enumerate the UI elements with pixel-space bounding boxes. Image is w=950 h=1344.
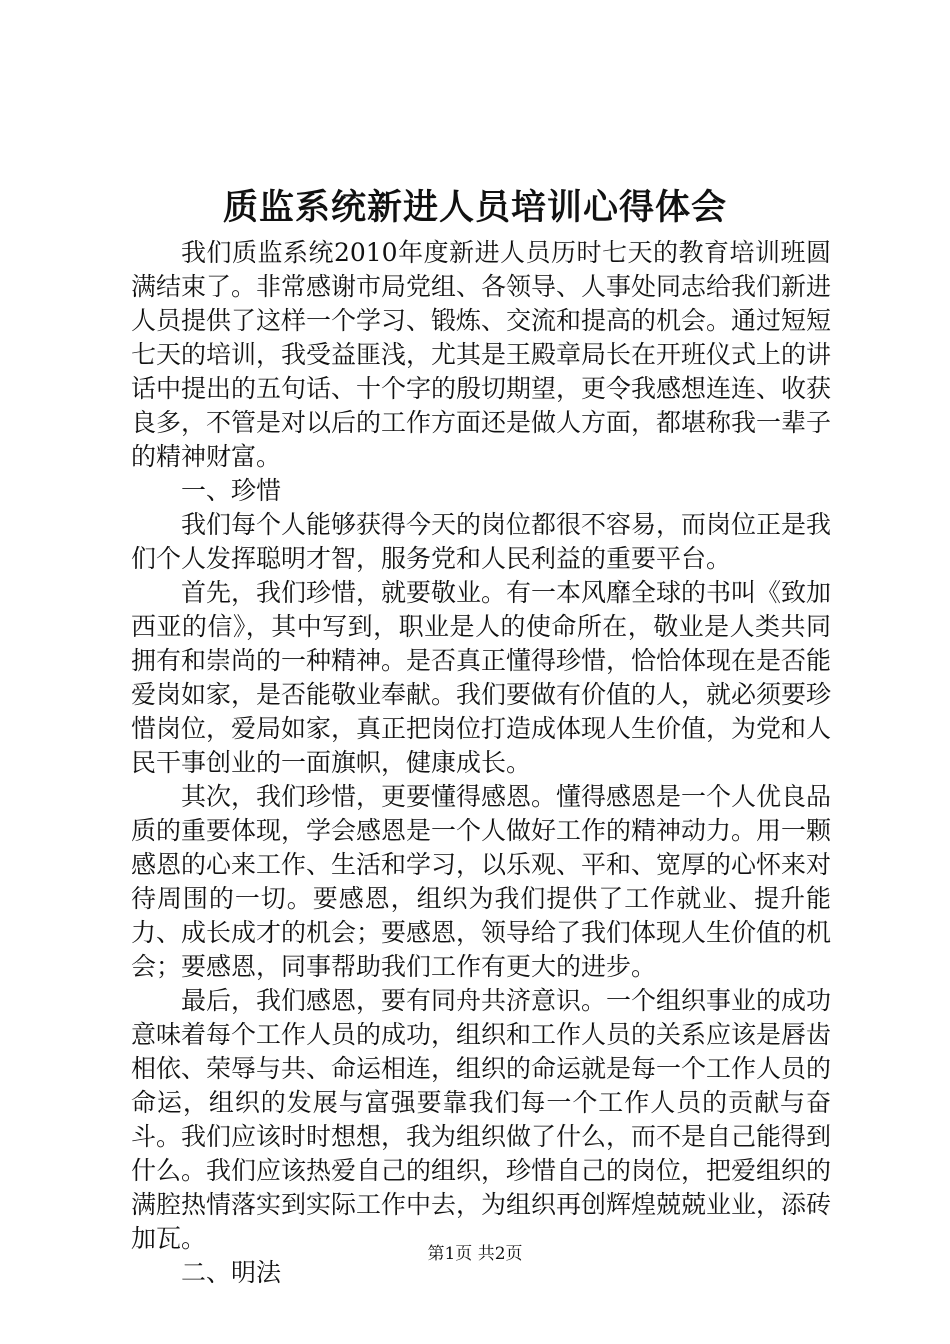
paragraph-solidarity: 最后，我们感恩，要有同舟共济意识。一个组织事业的成功意味着每个工作人员的成功，组织和工作人员的关系应该是唇齿相依、荣辱与共、命运相连，组织的命运就是每一个工作人员的命运，组织的发展与富强要靠我们每一个工作人员的贡献与奋斗。我们应该时时想想，我为组织做了什么，而不是自己能得到什么。我们应该热爱自己的组织，珍惜自己的岗位，把爱组织的满腔热情落实到实际工作中去，为组织再创辉煌兢兢业业，添砖加瓦。 (131, 986, 832, 1253)
intro-paragraph: 我们质监系统2010年度新进人员历时七天的教育培训班圆满结束了。非常感谢市局党组、各领导、人事处同志给我们新进人员提供了这样一个学习、锻炼、交流和提高的机会。通过短短七天的培训，我受益匪浅，尤其是王殿章局长在开班仪式上的讲话中提出的五句话、十个字的殷切期望，更令我感想连连、收获良多，不管是对以后的工作方面还是做人方面，都堪称我一辈子的精神财富。 (131, 238, 832, 471)
page-title: 质监系统新进人员培训心得体会 (222, 187, 727, 228)
paragraph-position: 我们每个人能够获得今天的岗位都很不容易，而岗位正是我们个人发挥聪明才智，服务党和人民利益的重要平台。 (131, 510, 832, 573)
document-body (131, 236, 831, 1290)
page-footer: 第1页 共2页 (427, 1244, 523, 1264)
paragraph-gratitude: 其次，我们珍惜，更要懂得感恩。懂得感恩是一个人优良品质的重要体现，学会感恩是一个人做好工作的精神动力。用一颗感恩的心来工作、生活和学习，以乐观、平和、宽厚的心怀来对待周围的一切。要感恩，组织为我们提供了工作就业、提升能力、成长成才的机会；要感恩，领导给了我们体现人生价值的机会；要感恩，同事帮助我们工作有更大的进步。 (131, 782, 832, 981)
section-heading-cherish: 一、珍惜 (181, 476, 282, 505)
section-heading-law: 二、明法 (181, 1258, 282, 1287)
paragraph-dedication: 首先，我们珍惜，就要敬业。有一本风靡全球的书叫《致加西亚的信》，其中写到，职业是人的使命所在，敬业是人类共同拥有和崇尚的一种精神。是否真正懂得珍惜，恰恰体现在是否能爱岗如家，是否能敬业奉献。我们要做有价值的人，就必须要珍惜岗位，爱局如家，真正把岗位打造成体现人生价值，为党和人民干事创业的一面旗帜，健康成长。 (131, 578, 832, 777)
